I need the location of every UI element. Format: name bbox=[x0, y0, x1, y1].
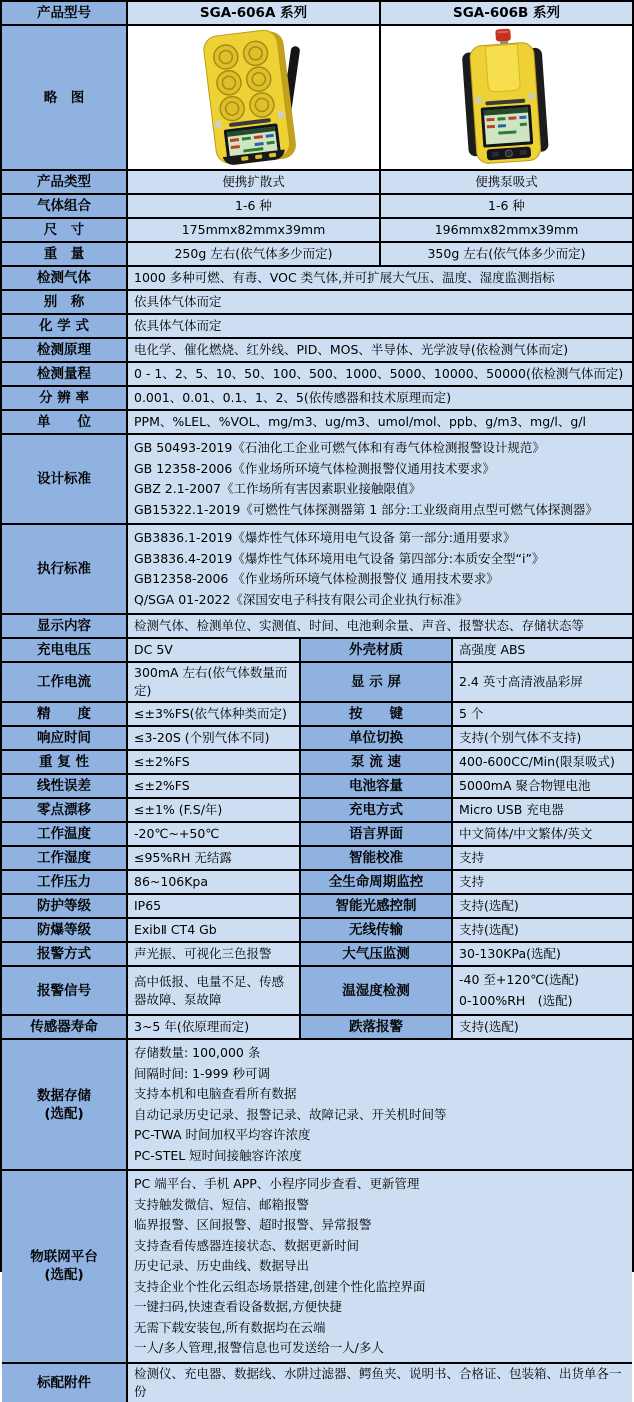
data-storage-line: 间隔时间: 1-999 秒可调 bbox=[134, 1065, 270, 1081]
alarm-signal-label: 报警信号 bbox=[2, 967, 128, 1014]
drop-alarm-label: 跌落报警 bbox=[301, 1016, 453, 1038]
temp-humidity-detect-line: 0-100%RH (选配) bbox=[459, 992, 573, 1008]
response-time-value: ≤3-20S (个别气体不同) bbox=[128, 727, 301, 749]
alarm-signal-value: 高中低报、电量不足、传感器故障、泵故障 bbox=[128, 967, 301, 1014]
shell-material-value: 高强度 ABS bbox=[453, 639, 632, 661]
row-working-temperature bbox=[2, 823, 632, 847]
row-working-humidity bbox=[2, 847, 632, 871]
buttons-value: 5 个 bbox=[453, 703, 632, 725]
working-humidity-label: 工作湿度 bbox=[2, 847, 128, 869]
device-b-gas-detector-icon bbox=[381, 26, 632, 169]
row-design-standard bbox=[2, 435, 632, 525]
data-storage-line: PC-TWA 时间加权平均容许浓度 bbox=[134, 1127, 311, 1142]
gas-combination-label: 气体组合 bbox=[2, 195, 128, 217]
row-display-content bbox=[2, 615, 632, 639]
dimensions-b: 196mmx82mmx39mm bbox=[381, 219, 632, 241]
smart-calibration-label: 智能校准 bbox=[301, 847, 453, 869]
zero-drift-label: 零点漂移 bbox=[2, 799, 128, 821]
design-standard-line: GB15322.1-2019《可燃性气体探测器第 1 部分:工业级商用点型可燃气体探测器》 bbox=[134, 501, 598, 517]
repeatability-label: 重 复 性 bbox=[2, 751, 128, 773]
design-standard-line: GBZ 2.1-2007《工作场所有害因素职业接触限值》 bbox=[134, 481, 422, 496]
row-protection-level bbox=[2, 895, 632, 919]
display-screen-label: 显 示 屏 bbox=[301, 663, 453, 701]
iot-platform-value bbox=[128, 1171, 632, 1362]
data-storage-line: 自动记录历史记录、报警记录、故障记录、开关机时间等 bbox=[134, 1106, 447, 1122]
wireless-transfer-label: 无线传输 bbox=[301, 919, 453, 941]
lifecycle-monitor-label: 全生命周期监控 bbox=[301, 871, 453, 893]
row-gas-combination bbox=[2, 195, 632, 219]
header-series-a: SGA-606A 系列 bbox=[128, 2, 381, 24]
detect-principle-label: 检测原理 bbox=[2, 339, 128, 361]
chemical-formula-label: 化 学 式 bbox=[2, 315, 128, 337]
accuracy-label: 精 度 bbox=[2, 703, 128, 725]
row-dimensions bbox=[2, 219, 632, 243]
device-a-image bbox=[128, 26, 381, 169]
light-sensor-control-label: 智能光感控制 bbox=[301, 895, 453, 917]
weight-a: 250g 左右(依气体多少而定) bbox=[128, 243, 381, 265]
row-iot-platform bbox=[2, 1171, 632, 1364]
row-weight bbox=[2, 243, 632, 267]
battery-capacity-label: 电池容量 bbox=[301, 775, 453, 797]
row-accessories bbox=[2, 1364, 632, 1402]
repeatability-value: ≤±2%FS bbox=[128, 751, 301, 773]
accuracy-value: ≤±3%FS(依气体种类而定) bbox=[128, 703, 301, 725]
iot-platform-label-line: 物联网平台 bbox=[30, 1249, 98, 1266]
dimensions-label: 尺 寸 bbox=[2, 219, 128, 241]
chemical-formula-value: 依具体气体而定 bbox=[128, 315, 632, 337]
smart-calibration-value: 支持 bbox=[453, 847, 632, 869]
iot-platform-label bbox=[2, 1171, 128, 1362]
product-type-label: 产品类型 bbox=[2, 171, 128, 193]
sketch-row bbox=[2, 26, 632, 171]
row-response-time bbox=[2, 727, 632, 751]
working-humidity-value: ≤95%RH 无结露 bbox=[128, 847, 301, 869]
data-storage-line: PC-STEL 短时间接触容许浓度 bbox=[134, 1147, 302, 1163]
sensor-life-value: 3~5 年(依原理而定) bbox=[128, 1016, 301, 1038]
header-product-model-label: 产品型号 bbox=[2, 2, 128, 24]
row-charge-voltage bbox=[2, 639, 632, 663]
row-working-pressure bbox=[2, 871, 632, 895]
row-sensor-life bbox=[2, 1016, 632, 1040]
unit-switch-value: 支持(个别气体不支持) bbox=[453, 727, 632, 749]
working-current-value: 300mA 左右(依气体数量而定) bbox=[128, 663, 301, 701]
data-storage-label-line: (选配) bbox=[44, 1105, 84, 1122]
detect-gas-label: 检测气体 bbox=[2, 267, 128, 289]
device-b-image bbox=[381, 26, 632, 169]
drop-alarm-value: 支持(选配) bbox=[453, 1016, 632, 1038]
exec-standard-value bbox=[128, 525, 632, 613]
wireless-transfer-value: 支持(选配) bbox=[453, 919, 632, 941]
row-detect-range bbox=[2, 363, 632, 387]
data-storage-label bbox=[2, 1040, 128, 1169]
header-series-b: SGA-606B 系列 bbox=[381, 2, 632, 24]
product-type-a: 便携扩散式 bbox=[128, 171, 381, 193]
design-standard-line: GB 50493-2019《石油化工企业可燃气体和有毒气体检测报警设计规范》 bbox=[134, 440, 545, 455]
iot-platform-line: 支持触发微信、短信、邮箱报警 bbox=[134, 1196, 310, 1212]
charge-voltage-label: 充电电压 bbox=[2, 639, 128, 661]
detect-gas-value: 1000 多种可燃、有毒、VOC 类气体,并可扩展大气压、温度、湿度监测指标 bbox=[128, 267, 632, 289]
display-content-label: 显示内容 bbox=[2, 615, 128, 637]
header-row bbox=[2, 2, 632, 26]
detect-principle-value: 电化学、催化燃烧、红外线、PID、MOS、半导体、光学波导(依检测气体而定) bbox=[128, 339, 632, 361]
unit-value: PPM、%LEL、%VOL、mg/m3、ug/m3、umol/mol、ppb、g/m3、mg/l、g/l bbox=[128, 411, 632, 433]
row-repeatability bbox=[2, 751, 632, 775]
exec-standard-line: GB3836.1-2019《爆炸性气体环境用电气设备 第一部分:通用要求》 bbox=[134, 530, 516, 545]
data-storage-line: 存储数量: 100,000 条 bbox=[134, 1045, 261, 1060]
alias-label: 别 称 bbox=[2, 291, 128, 313]
accessories-value: 检测仪、充电器、数据线、水阱过滤器、鳄鱼夹、说明书、合格证、包装箱、出货单各一份 bbox=[128, 1364, 632, 1402]
unit-switch-label: 单位切换 bbox=[301, 727, 453, 749]
language-label: 语言界面 bbox=[301, 823, 453, 845]
weight-b: 350g 左右(依气体多少而定) bbox=[381, 243, 632, 265]
temp-humidity-detect-value bbox=[453, 967, 632, 1014]
iot-platform-line: 支持企业个性化云组态场景搭建,创建个性化监控界面 bbox=[134, 1278, 426, 1294]
pump-flow-value: 400-600CC/Min(限泵吸式) bbox=[453, 751, 632, 773]
alarm-mode-label: 报警方式 bbox=[2, 943, 128, 965]
row-zero-drift bbox=[2, 799, 632, 823]
pressure-monitor-label: 大气压监测 bbox=[301, 943, 453, 965]
language-value: 中文简体/中文繁体/英文 bbox=[453, 823, 632, 845]
temp-humidity-detect-line: -40 至+120℃(选配) bbox=[459, 972, 580, 987]
shell-material-label: 外壳材质 bbox=[301, 639, 453, 661]
data-storage-value bbox=[128, 1040, 632, 1169]
row-data-storage bbox=[2, 1040, 632, 1171]
working-pressure-label: 工作压力 bbox=[2, 871, 128, 893]
row-alarm-signal bbox=[2, 967, 632, 1016]
working-temperature-label: 工作温度 bbox=[2, 823, 128, 845]
weight-label: 重 量 bbox=[2, 243, 128, 265]
alarm-mode-value: 声光振、可视化三色报警 bbox=[128, 943, 301, 965]
detect-range-label: 检测量程 bbox=[2, 363, 128, 385]
row-resolution bbox=[2, 387, 632, 411]
row-product-type bbox=[2, 171, 632, 195]
iot-platform-line: 支持查看传感器连接状态、数据更新时间 bbox=[134, 1237, 360, 1253]
design-standard-value bbox=[128, 435, 632, 523]
iot-platform-line: 一人/多人管理,报警信息也可发送给一人/多人 bbox=[134, 1340, 384, 1355]
row-working-current bbox=[2, 663, 632, 703]
working-temperature-value: -20℃~+50℃ bbox=[128, 823, 301, 845]
gas-combination-a: 1-6 种 bbox=[128, 195, 381, 217]
row-detect-gas bbox=[2, 267, 632, 291]
row-alarm-mode bbox=[2, 943, 632, 967]
sensor-life-label: 传感器寿命 bbox=[2, 1016, 128, 1038]
accessories-label: 标配附件 bbox=[2, 1364, 128, 1402]
light-sensor-control-value: 支持(选配) bbox=[453, 895, 632, 917]
data-storage-label-line: 数据存储 bbox=[37, 1087, 91, 1104]
pressure-monitor-value: 30-130KPa(选配) bbox=[453, 943, 632, 965]
detect-range-value: 0 - 1、2、5、10、50、100、500、1000、5000、10000、50000(依检测气体而定) bbox=[128, 363, 632, 385]
exec-standard-line: GB3836.4-2019《爆炸性气体环境用电气设备 第四部分:本质安全型“i”》 bbox=[134, 550, 545, 566]
response-time-label: 响应时间 bbox=[2, 727, 128, 749]
exec-standard-line: Q/SGA 01-2022《深国安电子科技有限公司企业执行标准》 bbox=[134, 591, 468, 607]
alias-value: 依具体气体而定 bbox=[128, 291, 632, 313]
row-explosion-proof-level bbox=[2, 919, 632, 943]
protection-level-value: IP65 bbox=[128, 895, 301, 917]
charge-method-label: 充电方式 bbox=[301, 799, 453, 821]
resolution-value: 0.001、0.01、0.1、1、2、5(依传感器和技术原理而定) bbox=[128, 387, 632, 409]
iot-platform-line: PC 端平台、手机 APP、小程序同步查看、更新管理 bbox=[134, 1176, 420, 1191]
row-chemical-formula bbox=[2, 315, 632, 339]
iot-platform-line: 无需下载安装包,所有数据均在云端 bbox=[134, 1319, 326, 1335]
row-unit bbox=[2, 411, 632, 435]
working-pressure-value: 86~106Kpa bbox=[128, 871, 301, 893]
unit-label: 单 位 bbox=[2, 411, 128, 433]
explosion-proof-value: ExibⅡ CT4 Gb bbox=[128, 919, 301, 941]
device-a-gas-detector-icon bbox=[128, 26, 379, 169]
sketch-label: 略 图 bbox=[2, 26, 128, 169]
exec-standard-label: 执行标准 bbox=[2, 525, 128, 613]
charge-voltage-value: DC 5V bbox=[128, 639, 301, 661]
pump-flow-label: 泵 流 速 bbox=[301, 751, 453, 773]
linearity-error-value: ≤±2%FS bbox=[128, 775, 301, 797]
product-type-b: 便携泵吸式 bbox=[381, 171, 632, 193]
temp-humidity-detect-label: 温湿度检测 bbox=[301, 967, 453, 1014]
buttons-label: 按 键 bbox=[301, 703, 453, 725]
lifecycle-monitor-value: 支持 bbox=[453, 871, 632, 893]
zero-drift-value: ≤±1% (F.S/年) bbox=[128, 799, 301, 821]
gas-combination-b: 1-6 种 bbox=[381, 195, 632, 217]
row-linearity-error bbox=[2, 775, 632, 799]
explosion-proof-label: 防爆等级 bbox=[2, 919, 128, 941]
iot-platform-label-line: (选配) bbox=[44, 1267, 84, 1284]
battery-capacity-value: 5000mA 聚合物锂电池 bbox=[453, 775, 632, 797]
iot-platform-line: 历史记录、历史曲线、数据导出 bbox=[134, 1258, 310, 1273]
data-storage-line: 支持本机和电脑查看所有数据 bbox=[134, 1086, 297, 1101]
protection-level-label: 防护等级 bbox=[2, 895, 128, 917]
resolution-label: 分 辨 率 bbox=[2, 387, 128, 409]
row-accuracy bbox=[2, 703, 632, 727]
design-standard-label: 设计标准 bbox=[2, 435, 128, 523]
display-content-value: 检测气体、检测单位、实测值、时间、电池剩余量、声音、报警状态、存储状态等 bbox=[128, 615, 632, 637]
dimensions-a: 175mmx82mmx39mm bbox=[128, 219, 381, 241]
row-exec-standard bbox=[2, 525, 632, 615]
row-detect-principle bbox=[2, 339, 632, 363]
display-screen-value: 2.4 英寸高清液晶彩屏 bbox=[453, 663, 632, 701]
design-standard-line: GB 12358-2006《作业场所环境气体检测报警仪通用技术要求》 bbox=[134, 460, 495, 476]
iot-platform-line: 临界报警、区间报警、超时报警、异常报警 bbox=[134, 1217, 372, 1232]
linearity-error-label: 线性误差 bbox=[2, 775, 128, 797]
exec-standard-line: GB12358-2006 《作业场所环境气体检测报警仪 通用技术要求》 bbox=[134, 571, 499, 586]
working-current-label: 工作电流 bbox=[2, 663, 128, 701]
iot-platform-line: 一键扫码,快速查看设备数据,方便快捷 bbox=[134, 1299, 342, 1314]
charge-method-value: Micro USB 充电器 bbox=[453, 799, 632, 821]
row-alias bbox=[2, 291, 632, 315]
